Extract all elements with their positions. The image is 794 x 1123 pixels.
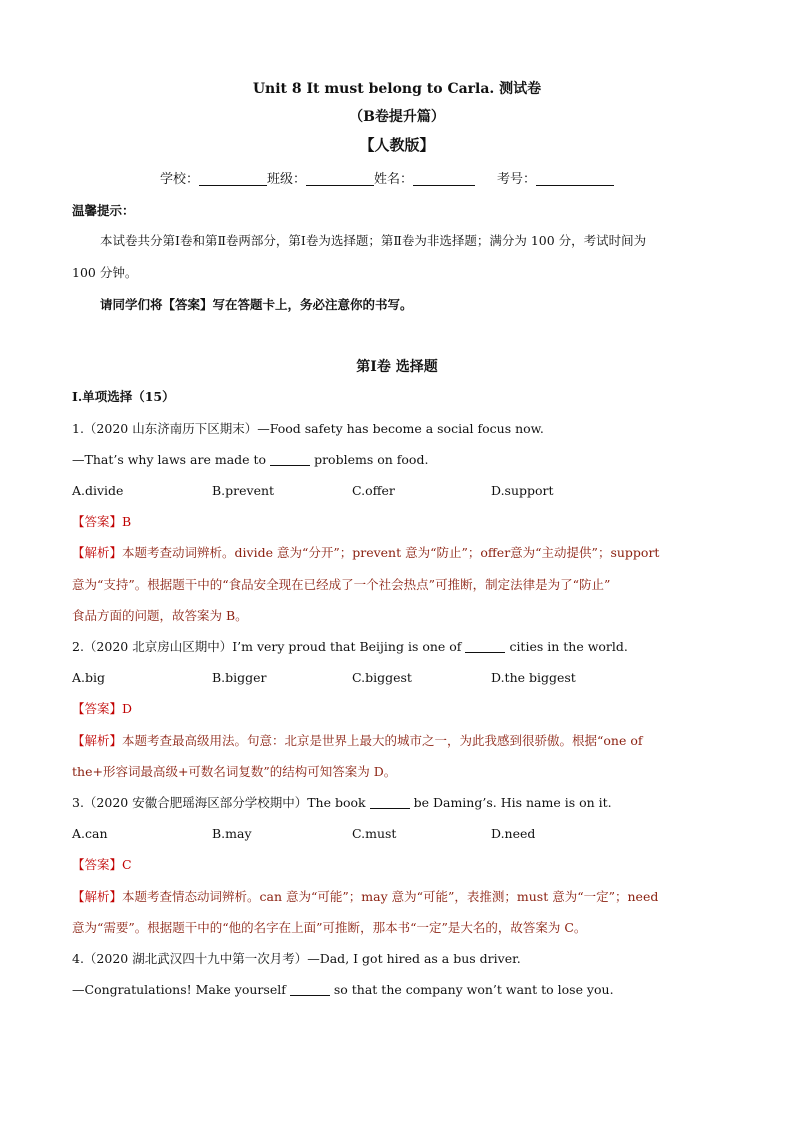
- q1-stem-2: —That’s why laws are made to problems on food.: [72, 452, 429, 467]
- class-field[interactable]: [306, 171, 374, 186]
- q2-option-d: D.the biggest: [491, 670, 576, 685]
- part-title: Ⅰ.单项选择（15）: [72, 389, 175, 404]
- tips-heading: 温馨提示：: [72, 203, 135, 218]
- q1-option-b: B.prevent: [212, 483, 275, 498]
- q3-explanation-2: 意为“需要”。根据题干中的“他的名字在上面”可推断，那本书“一定”是大名的，故答案为 C。: [72, 920, 587, 935]
- q2-blank: [465, 640, 505, 653]
- q2-option-c: C.biggest: [352, 670, 412, 685]
- q3-option-c: C.must: [352, 826, 397, 841]
- q3-option-a: A.can: [72, 826, 108, 841]
- q4-stem-1: 4.（2020 湖北武汉四十九中第一次月考）—Dad, I got hired as a bus driver.: [72, 951, 521, 966]
- tips-line-2: 100 分钟。: [72, 265, 138, 280]
- q1-explanation-2: 意为“支持”。根据题干中的“食品安全现在已经成了一个社会热点”可推断，制定法律是为了“防止”: [72, 577, 611, 592]
- q2-option-a: A.big: [72, 670, 106, 685]
- page-title: Unit 8 It must belong to Carla. 测试卷: [252, 81, 542, 97]
- edition-label: 【人教版】: [359, 136, 435, 154]
- q1-option-c: C.offer: [352, 483, 395, 498]
- q3-answer: 【答案】C: [72, 857, 132, 872]
- q1-stem-1: 1.（2020 山东济南历下区期末）—Food safety has become a social focus now.: [72, 421, 544, 436]
- q3-option-d: D.need: [491, 826, 536, 841]
- student-info-line: [160, 168, 614, 187]
- tips-line-1: 本试卷共分第Ⅰ卷和第Ⅱ卷两部分，第Ⅰ卷为选择题；第Ⅱ卷为非选择题；满分为 100 分，考试时间为: [100, 233, 647, 248]
- page-subtitle: （B卷提升篇）: [349, 109, 445, 125]
- q2-option-b: B.bigger: [212, 670, 267, 685]
- class-label: 班级：: [267, 172, 307, 187]
- q2-answer: 【答案】D: [72, 701, 133, 716]
- q2-stem: 2.（2020 北京房山区期中）I’m very proud that Beijing is one of cities in the world.: [72, 639, 628, 654]
- q1-blank: [270, 453, 310, 466]
- q1-explanation-3: 食品方面的问题，故答案为 B。: [72, 608, 248, 623]
- q1-answer: 【答案】B: [72, 514, 132, 529]
- q3-explanation-1: 【解析】本题考查情态动词辨析。can 意为“可能”；may 意为“可能”，表推测；must 意为“一定”；need: [72, 889, 659, 904]
- tips-line-3: 请同学们将【答案】写在答题卡上，务必注意你的书写。: [100, 297, 413, 312]
- q3-blank: [370, 796, 410, 809]
- name-label: 姓名：: [374, 172, 414, 187]
- q3-stem: 3.（2020 安徽合肥瑶海区部分学校期中）The book be Daming’s. His name is on it.: [72, 795, 612, 810]
- name-field[interactable]: [413, 171, 475, 186]
- q1-explanation-1: 【解析】本题考查动词辨析。divide 意为“分开”；prevent 意为“防止”；offer意为“主动提供”；support: [72, 545, 660, 560]
- school-label: 学校：: [160, 172, 200, 187]
- q4-stem-2: —Congratulations! Make yourself so that the company won’t want to lose you.: [72, 982, 614, 997]
- number-label: 考号：: [497, 172, 537, 187]
- q4-blank: [290, 983, 330, 996]
- section-title: 第Ⅰ卷 选择题: [356, 359, 438, 375]
- q2-explanation-1: 【解析】本题考查最高级用法。句意：北京是世界上最大的城市之一，为此我感到很骄傲。根据“one of: [72, 733, 643, 748]
- q2-explanation-2: the+形容词最高级+可数名词复数”的结构可知答案为 D。: [72, 764, 397, 779]
- school-field[interactable]: [199, 171, 267, 186]
- q3-option-b: B.may: [212, 826, 252, 841]
- number-field[interactable]: [536, 171, 614, 186]
- q1-option-a: A.divide: [72, 483, 124, 498]
- q1-option-d: D.support: [491, 483, 554, 498]
